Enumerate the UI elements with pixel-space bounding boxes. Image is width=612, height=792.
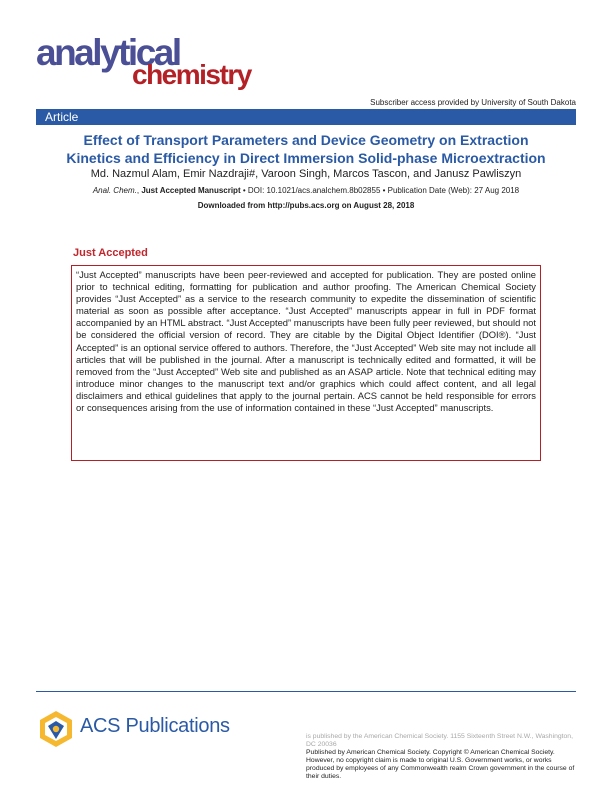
publisher-address: is published by the American Chemical Society. 1155 Sixteenth Street N.W., Washington, DC 20036 bbox=[306, 733, 573, 748]
citation-line: Anal. Chem., Just Accepted Manuscript • DOI: 10.1021/acs.analchem.8b02855 • Publication Date (Web): 27 Aug 2018 bbox=[92, 186, 520, 195]
publisher-note bbox=[306, 733, 578, 781]
article-title-line: Effect of Transport Parameters and Device Geometry on Extraction bbox=[83, 132, 529, 148]
manuscript-status: Just Accepted Manuscript bbox=[141, 186, 241, 195]
logo-word-analytical: analytical bbox=[36, 32, 180, 73]
copyright-statement: Published by American Chemical Society. Copyright © American Chemical Society. However, no copyright claim is made to original U.S. Government works, or works produced by employees of any Commonwealth realm Crown government in the course of their duties. bbox=[306, 749, 575, 780]
just-accepted-text: “Just Accepted” manuscripts have been peer-reviewed and accepted for publication. They are posted online prior to technical editing, formatting for publication and author proofing. The American Chemical Society provides “Just Accepted” as a service to the research community to expedite the dissemination of scientific material as soon as possible after acceptance. “Just Accepted” manuscripts appear in full in PDF format accompanied by an HTML abstract. “Just Accepted” manuscripts have been fully peer reviewed, but should not be considered the official version of record. They are citable by the Digital Object Identifier (DOI®). “Just Accepted” is an optional service offered to authors. Therefore, the “Just Accepted” Web site may not include all articles that will be published in the journal. After a manuscript is technically edited and formatted, it will be removed from the “Just Accepted” Web site and published as an ASAP article. Note that technical editing may introduce minor changes to the manuscript text and/or graphics which could affect content, and all legal disclaimers and ethical guidelines that apply to the journal pertain. ACS cannot be held responsible for errors or consequences arising from the use of information contained in these “Just Accepted” manuscripts. bbox=[76, 269, 536, 414]
just-accepted-heading: Just Accepted bbox=[73, 247, 148, 259]
article-type-bar bbox=[36, 109, 576, 125]
author-list: Md. Nazmul Alam, Emir Nazdraji#, Varoon Singh, Marcos Tascon, and Janusz Pawliszyn bbox=[90, 168, 522, 180]
acs-publications-name: ACS Publications bbox=[80, 715, 230, 737]
just-accepted-box bbox=[71, 265, 541, 461]
journal-logo bbox=[36, 34, 286, 92]
subscriber-access-note: Subscriber access provided by University of South Dakota bbox=[370, 98, 576, 107]
logo-word-chemistry: chemistry bbox=[132, 59, 251, 90]
journal-abbrev: Anal. Chem. bbox=[92, 186, 137, 195]
article-title-line: Kinetics and Efficiency in Direct Immersion Solid-phase Microextraction bbox=[66, 150, 546, 166]
acs-hexagon-icon bbox=[36, 709, 76, 749]
article-title bbox=[36, 131, 576, 167]
article-type-label: Article bbox=[45, 110, 79, 124]
footer-divider bbox=[36, 691, 576, 692]
acs-publications-logo[interactable] bbox=[36, 709, 236, 749]
doi-and-date: • DOI: 10.1021/acs.analchem.8b02855 • Publication Date (Web): 27 Aug 2018 bbox=[240, 186, 520, 195]
download-note: Downloaded from http://pubs.acs.org on August 28, 2018 bbox=[197, 201, 415, 210]
